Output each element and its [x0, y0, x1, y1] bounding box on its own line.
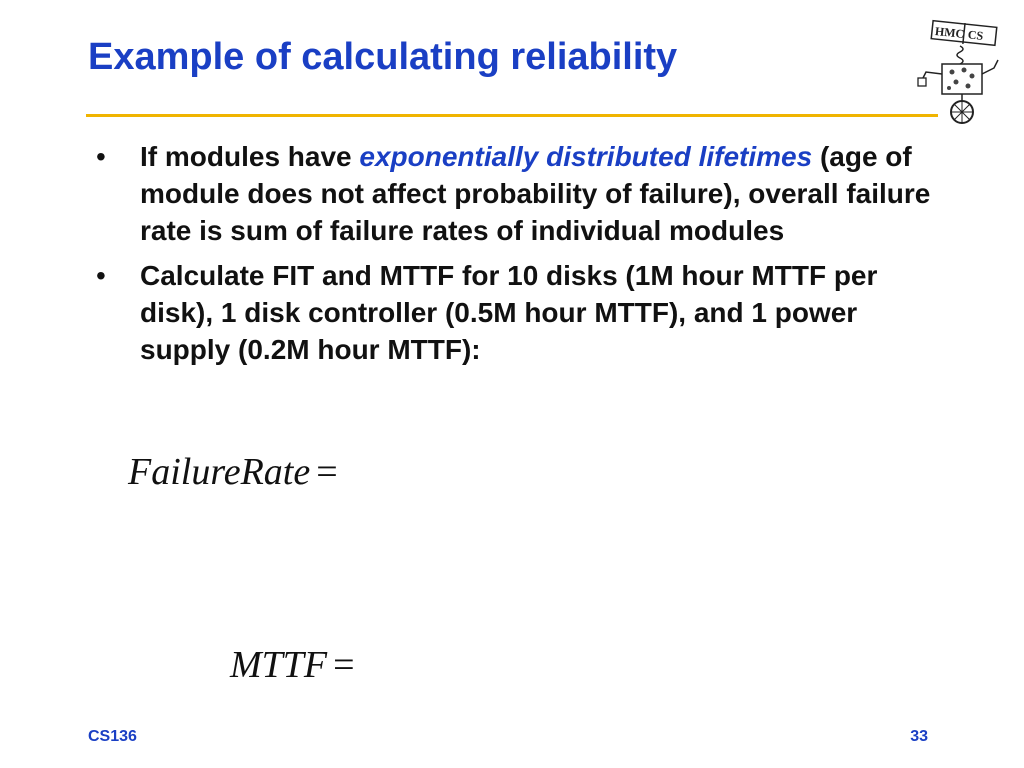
hmc-cs-robot-logo-icon — [914, 14, 1004, 126]
bullet-text-pre: If modules have — [140, 141, 360, 172]
bullet-marker: • — [96, 260, 106, 291]
failure-rate-equation — [128, 450, 338, 494]
mttf-lhs: MTTF — [230, 644, 328, 686]
bullet-text-post: (age of module does not affect probability of failure), overall failure rate is sum of failure rates of individual modules — [140, 141, 931, 246]
title-divider — [86, 114, 938, 117]
bullet-text: Calculate FIT and MTTF for 10 disks (1M hour MTTF per disk), 1 disk controller (0.5M hour MTTF), and 1 power supply (0.2M hour MTTF): — [140, 260, 878, 365]
footer-page-number: 33 — [910, 728, 928, 745]
logo-text-cs: CS — [967, 27, 984, 43]
mttf-equation — [230, 643, 355, 687]
bullet-emphasis: exponentially distributed lifetimes — [359, 141, 813, 172]
logo-text-hmc: HMC — [934, 24, 965, 41]
equals-sign: = — [333, 644, 355, 686]
bullet-calculate-fit-mttf — [96, 257, 936, 368]
slide-title: Example of calculating reliability — [88, 36, 678, 78]
footer-course: CS136 — [88, 728, 137, 745]
bullet-marker: • — [96, 141, 106, 172]
bullet-list — [96, 138, 936, 376]
failure-rate-lhs: FailureRate — [128, 451, 311, 493]
bullet-exponential-lifetimes — [96, 138, 936, 249]
equals-sign: = — [316, 451, 338, 493]
